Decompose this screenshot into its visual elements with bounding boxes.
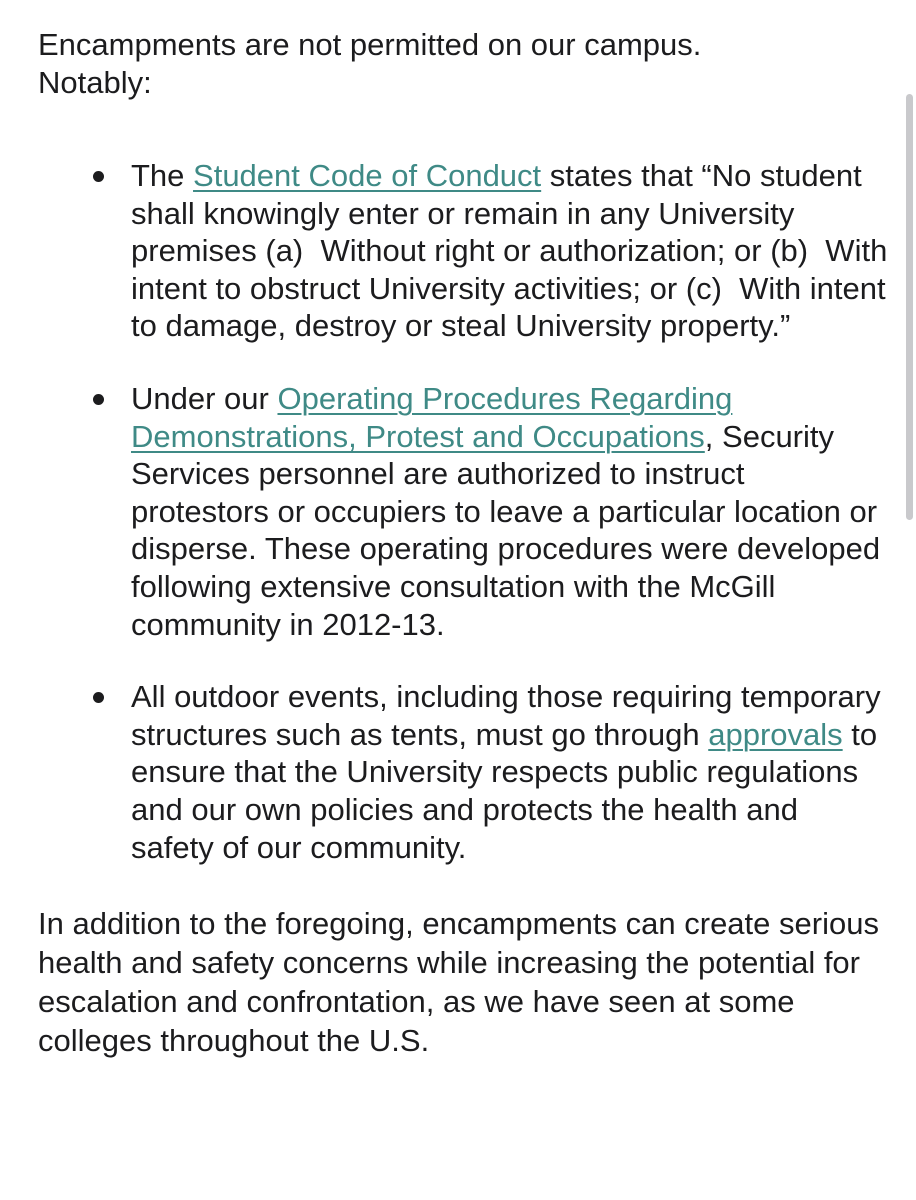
- approvals-link[interactable]: approvals: [708, 716, 843, 752]
- bullet-dot-icon: [93, 692, 104, 703]
- bullet-text-after: to ensure that the University respects public regulations and our own policies and protects the health and safety of our community.: [131, 716, 878, 865]
- bullet-text-before: The: [131, 158, 194, 193]
- bullet-text-after: states that “No student shall knowingly enter or remain in any University premises (a) Without right or authorization; or (b) With intent to obstruct University activities; or (c) With intent to damage, destroy or steal University property.”: [131, 158, 888, 344]
- list-item: [38, 678, 888, 866]
- intro-line-2: Notably:: [38, 65, 152, 100]
- vertical-scrollbar[interactable]: [906, 94, 913, 520]
- bullet-list: [38, 157, 888, 866]
- operating-procedures-link[interactable]: Operating Procedures Regarding Demonstrations, Protest and Occupations: [131, 380, 733, 454]
- document-body: [38, 26, 888, 1060]
- intro-paragraph: [38, 26, 888, 102]
- list-item: [38, 157, 888, 345]
- closing-paragraph: In addition to the foregoing, encampments can create serious health and safety concerns while increasing the potential for escalation and confrontation, as we have seen at some colleges throughout the U.S.: [38, 906, 879, 1059]
- bullet-dot-icon: [93, 394, 104, 405]
- student-code-of-conduct-link[interactable]: Student Code of Conduct: [193, 158, 542, 193]
- intro-line-1: Encampments are not permitted on our campus.: [38, 27, 702, 62]
- bullet-text-before: All outdoor events, including those requiring temporary structures such as tents, must go through: [131, 679, 881, 752]
- bullet-text-before: Under our: [131, 380, 278, 416]
- list-item: [38, 380, 888, 643]
- bullet-text-after: , Security Services personnel are authorized to instruct protestors or occupiers to leave a particular location or disperse. These operating procedures were developed following extensive consultation with the McGill community in 2012-13.: [131, 418, 881, 642]
- bullet-dot-icon: [93, 171, 104, 182]
